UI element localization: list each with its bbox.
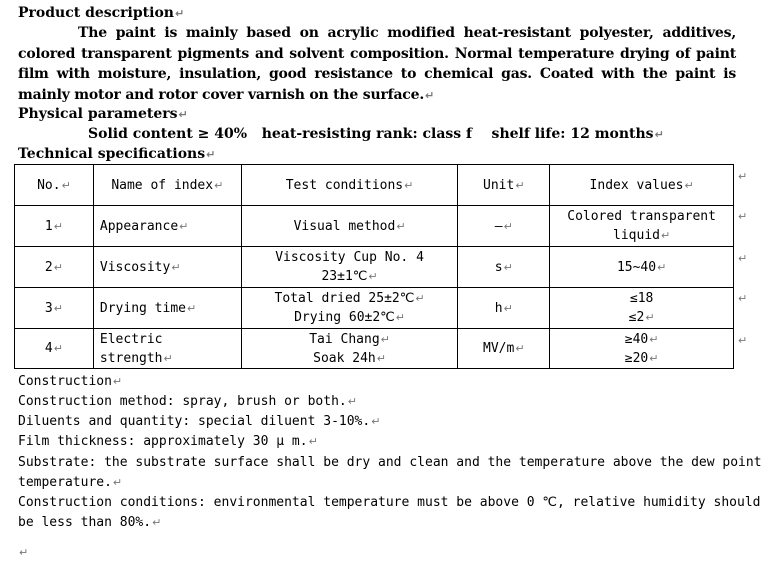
construction-conditions-line-1: Construction conditions: environmental temperature must be above 0 ℃, relative humidity should (18, 495, 761, 510)
construction-heading: Construction↵ (18, 374, 123, 389)
row-end-mark-icon: ↵ (738, 334, 748, 347)
header-test-conditions: Test conditions↵ (241, 165, 458, 206)
paragraph-mark-icon: ↵ (308, 435, 318, 448)
header-index-values: Index values↵ (550, 165, 734, 206)
technical-specifications-heading: Technical specifications↵ (18, 146, 216, 162)
paragraph-mark-icon: ↵ (654, 128, 664, 141)
paragraph-mark-icon: ↵ (19, 546, 29, 559)
paragraph-mark-icon: ↵ (371, 415, 381, 428)
cell-value: ≤18 ≤2↵ (550, 288, 734, 329)
cell-name: Drying time↵ (93, 288, 241, 329)
diluents-quantity: Diluents and quantity: special diluent 3-10%.↵ (18, 414, 381, 429)
paragraph-mark-icon: ↵ (112, 476, 123, 489)
physical-parameters-line: Solid content ≥ 40% heat-resisting rank: class f shelf life: 12 months↵ (88, 126, 664, 142)
cell-unit: MV/m↵ (458, 329, 550, 369)
cell-conditions: Visual method↵ (241, 206, 458, 247)
cell-conditions: Tai Chang↵ Soak 24h↵ (241, 329, 458, 369)
empty-paragraph (18, 542, 28, 563)
paragraph-mark-icon: ↵ (206, 148, 216, 161)
row-end-mark-icon: ↵ (738, 210, 748, 223)
cell-name: Appearance↵ (93, 206, 241, 247)
header-name-of-index: Name of index↵ (93, 165, 241, 206)
cell-no: 4↵ (15, 329, 94, 369)
paragraph-mark-icon: ↵ (112, 375, 123, 388)
cell-value: ≥40↵ ≥20↵ (550, 329, 734, 369)
cell-conditions: Total dried 25±2℃↵ Drying 60±2℃↵ (241, 288, 458, 329)
paragraph-mark-icon: ↵ (174, 7, 185, 20)
cell-no: 1↵ (15, 206, 94, 247)
paragraph-mark-icon: ↵ (425, 88, 435, 102)
film-thickness: Film thickness: approximately 30 μ m.↵ (18, 434, 318, 449)
table-row (15, 329, 734, 369)
cell-value: 15~40↵ (550, 247, 734, 288)
row-end-mark-icon: ↵ (738, 170, 748, 183)
cell-name: Electric strength↵ (93, 329, 241, 369)
paragraph-mark-icon: ↵ (347, 395, 357, 408)
table-header-row (15, 165, 734, 206)
cell-conditions: Viscosity Cup No. 4 23±1℃↵ (241, 247, 458, 288)
paragraph-mark-icon: ↵ (178, 108, 188, 121)
row-end-mark-icon: ↵ (738, 292, 748, 305)
table-row (15, 288, 734, 329)
cell-unit: —↵ (458, 206, 550, 247)
header-unit: Unit↵ (458, 165, 550, 206)
cell-unit: h↵ (458, 288, 550, 329)
technical-specifications-table (14, 164, 734, 369)
substrate-line-2: temperature.↵ (18, 475, 123, 490)
cell-name: Viscosity↵ (93, 247, 241, 288)
cell-unit: s↵ (458, 247, 550, 288)
substrate-line-1: Substrate: the substrate surface shall be dry and clean and the temperature above the dew point (18, 455, 762, 470)
header-no: No.↵ (15, 165, 94, 206)
product-description-heading: Product description↵ (18, 5, 185, 21)
cell-no: 3↵ (15, 288, 94, 329)
row-end-mark-icon: ↵ (738, 252, 748, 265)
physical-parameters-heading: Physical parameters↵ (18, 106, 188, 122)
paragraph-mark-icon: ↵ (152, 516, 162, 529)
table-row (15, 206, 734, 247)
construction-method: Construction method: spray, brush or both.↵ (18, 394, 357, 409)
cell-value: Colored transparent liquid↵ (550, 206, 734, 247)
cell-no: 2↵ (15, 247, 94, 288)
table-row (15, 247, 734, 288)
construction-conditions-line-2: be less than 80%.↵ (18, 515, 162, 530)
product-description-text: The paint is mainly based on acrylic modified heat-resistant polyester, additives, colored transparent pigments and solvent composition. Normal temperature drying of paint film with moisture, insulation, good resistance to chemical gas. Coated with the paint is mainly motor and rotor cover varnish on the surface.↵ (18, 25, 736, 103)
